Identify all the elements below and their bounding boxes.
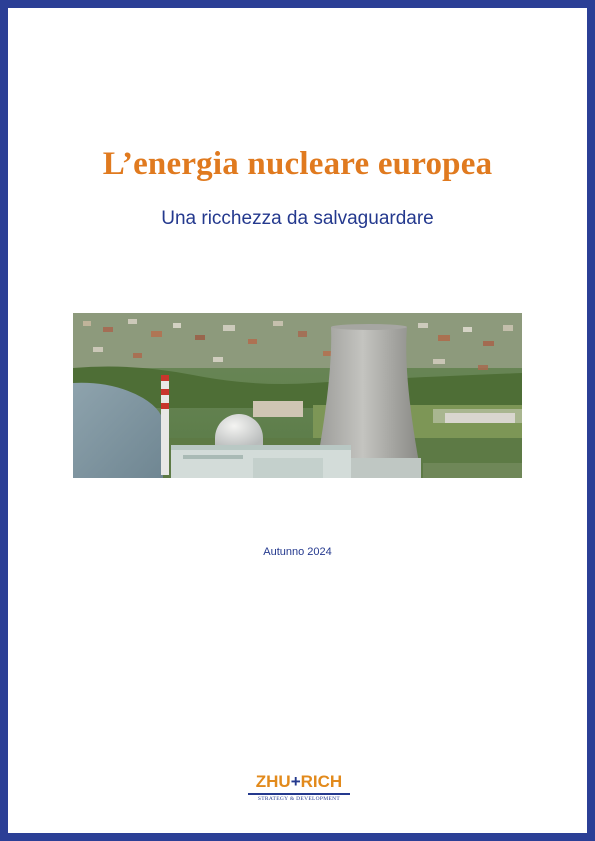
- document-title: L’energia nucleare europea: [102, 146, 493, 182]
- nuclear-power-plant-photo: [73, 313, 522, 478]
- company-logo: [244, 772, 354, 802]
- logo-plus: +: [290, 772, 301, 791]
- logo-wordmark: [244, 772, 354, 792]
- publication-date: Autunno 2024: [263, 546, 332, 558]
- document-subtitle: Una ricchezza da salvaguardare: [161, 208, 434, 229]
- logo-divider: [248, 793, 350, 795]
- logo-tagline: STRATEGY & DEVELOPMENT: [257, 796, 341, 802]
- logo-word-right: RICH: [300, 772, 343, 791]
- logo-word-left: ZHU: [255, 772, 291, 791]
